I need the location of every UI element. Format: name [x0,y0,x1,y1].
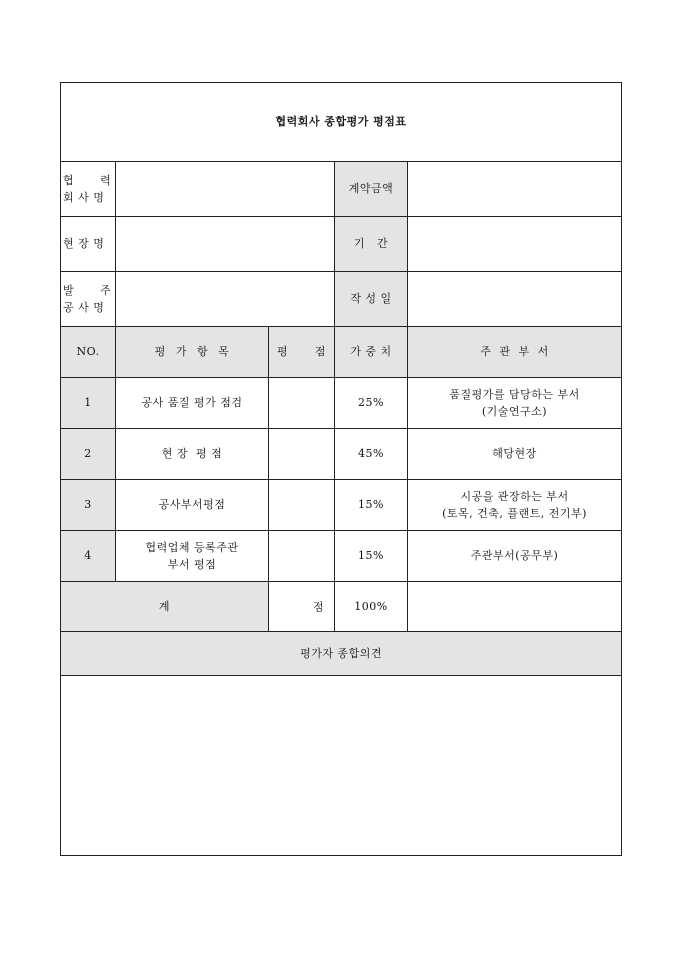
row-no: 2 [61,429,116,480]
row-dept-line1: 시공을 관장하는 부서 [460,489,569,503]
contract-amount-field[interactable] [408,162,622,217]
company-label-line1: 협 력 [63,173,112,187]
row-item [116,531,269,582]
evaluation-form-table [60,82,622,856]
opinion-label: 평가자 종합의견 [61,632,622,676]
total-point-unit: 점 [312,599,324,613]
opinion-header-row [61,632,622,676]
row-item-line2: 부서 평점 [167,558,217,571]
row-item [116,429,269,480]
company-label-line2: 회 사 명 [63,191,105,204]
row-weight: 15% [335,480,408,531]
row-weight: 25% [335,378,408,429]
row-no: 3 [61,480,116,531]
write-date-label: 작 성 일 [335,272,408,327]
company-row [61,162,622,217]
row-dept-line2: (토목, 건축, 플랜트, 전기부) [442,507,587,520]
row-item-line1: 협력업체 등록주관 [145,540,239,554]
company-name-field[interactable] [116,162,335,217]
write-date-field[interactable] [408,272,622,327]
client-name-field[interactable] [116,272,335,327]
row-score-field[interactable] [269,378,335,429]
row-score-field[interactable] [269,531,335,582]
row-no: 4 [61,531,116,582]
site-name-label: 현 장 명 [61,217,116,272]
header-weight: 가 중 치 [335,327,408,378]
table-header-row [61,327,622,378]
contract-amount-label: 계약금액 [335,162,408,217]
header-item: 평 가 항 목 [116,327,269,378]
row-item-line1: 현 장 평 점 [161,447,223,461]
row-dept-line2: (기술연구소) [481,405,548,418]
total-score-field[interactable] [269,582,335,632]
row-score-field[interactable] [269,480,335,531]
row-weight: 45% [335,429,408,480]
company-name-label [61,162,116,217]
site-row [61,217,622,272]
total-dept-field [408,582,622,632]
row-item [116,480,269,531]
opinion-field[interactable] [61,676,622,856]
row-score-field[interactable] [269,429,335,480]
row-dept [408,429,622,480]
period-field[interactable] [408,217,622,272]
client-name-label [61,272,116,327]
row-dept-line1: 주관부서(공무부) [470,549,559,563]
row-weight: 15% [335,531,408,582]
client-label-line2: 공 사 명 [63,301,105,314]
row-dept [408,480,622,531]
header-score-right: 점 [314,345,326,359]
client-label-line1: 발 주 [63,283,112,297]
total-weight: 100% [335,582,408,632]
opinion-body-row [61,676,622,856]
header-no: NO. [61,327,116,378]
row-item-line1: 공사 품질 평가 점검 [141,396,243,410]
client-row [61,272,622,327]
header-score [269,327,335,378]
header-score-left: 평 [277,345,289,359]
row-item-line1: 공사부서평점 [158,498,226,512]
row-dept [408,531,622,582]
period-label: 기 간 [335,217,408,272]
row-dept [408,378,622,429]
row-item [116,378,269,429]
row-no: 1 [61,378,116,429]
total-label: 계 [61,582,269,632]
table-row [61,531,622,582]
site-name-field[interactable] [116,217,335,272]
table-row [61,480,622,531]
row-dept-line1: 해당현장 [492,447,537,461]
form-title: 협력회사 종합평가 평점표 [61,83,622,162]
table-row [61,378,622,429]
header-dept: 주 관 부 서 [408,327,622,378]
table-row [61,429,622,480]
evaluation-sheet [60,82,621,856]
row-dept-line1: 품질평가를 담당하는 부서 [449,387,580,401]
total-row [61,582,622,632]
